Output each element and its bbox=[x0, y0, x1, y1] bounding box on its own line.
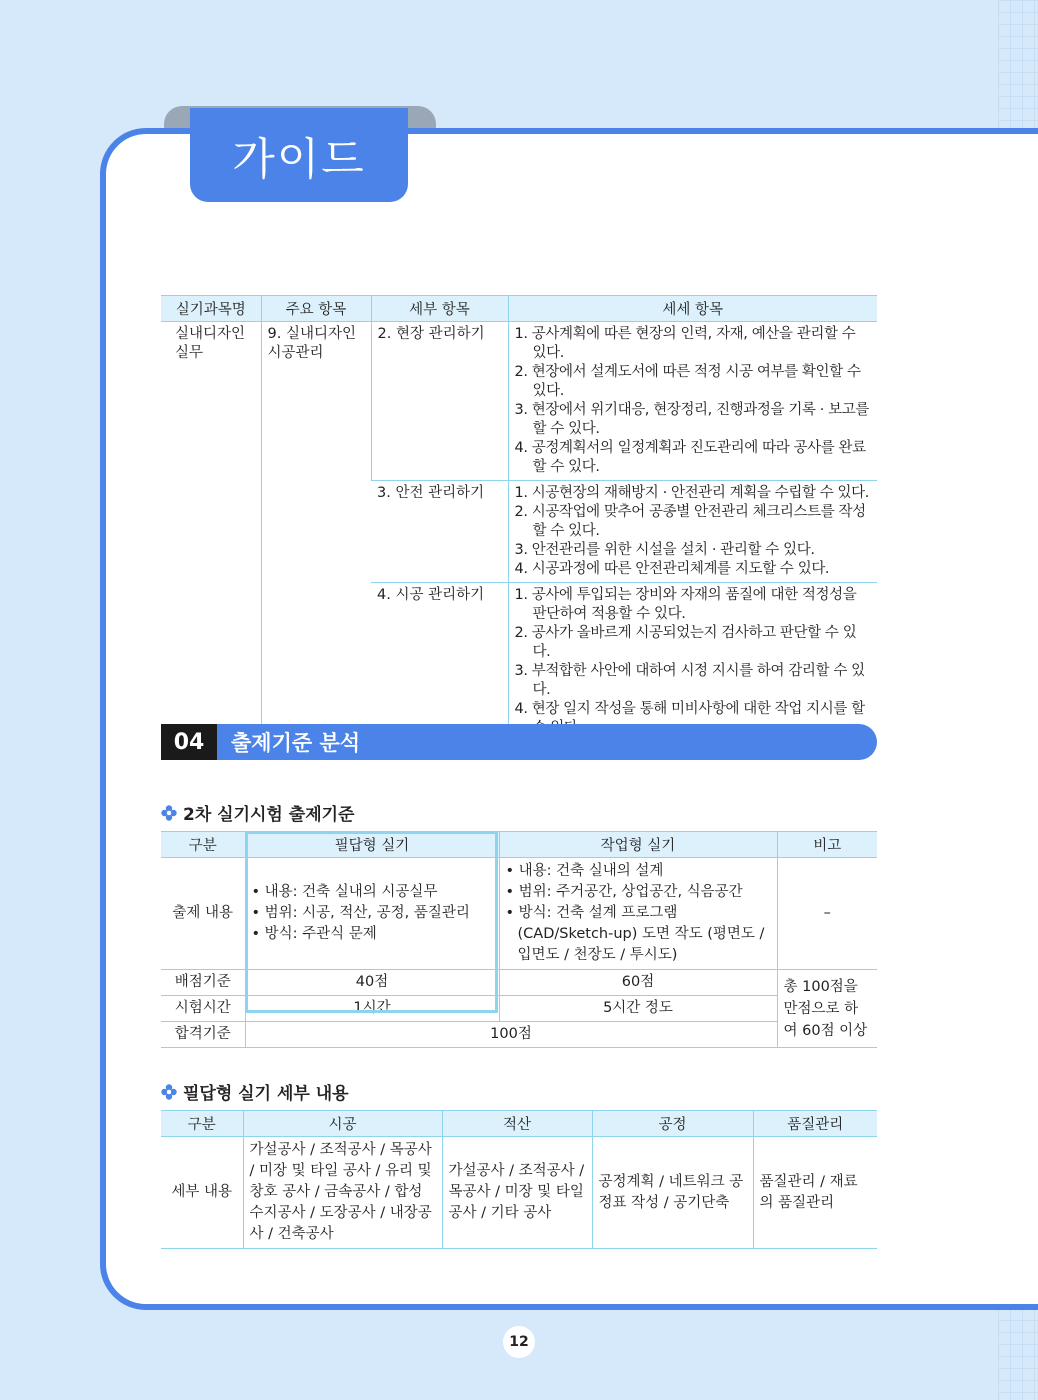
list-item: 1. 공사계획에 따른 현장의 인력, 자재, 예산을 관리할 수 있다. bbox=[514, 326, 856, 361]
flower-icon bbox=[161, 1084, 177, 1100]
sub-detail-cell bbox=[508, 481, 877, 583]
score-written: 40점 bbox=[245, 970, 499, 996]
section-header bbox=[161, 724, 877, 760]
header-estimation: 적산 bbox=[442, 1111, 592, 1137]
process-cell: 공정계획 / 네트워크 공정표 작성 / 공기단축 bbox=[592, 1137, 753, 1249]
quality-cell: 품질관리 / 재료의 품질관리 bbox=[753, 1137, 877, 1249]
header-construction: 시공 bbox=[243, 1111, 442, 1137]
list-item: 1. 시공현장의 재해방지 · 안전관리 계획을 수립할 수 있다. bbox=[514, 485, 869, 501]
subject-cell: 실내디자인 실무 bbox=[161, 322, 261, 742]
table-row bbox=[161, 322, 877, 481]
header-detail-item: 세부 항목 bbox=[371, 296, 508, 322]
sub-detail-cell bbox=[508, 322, 877, 481]
table-row bbox=[161, 1137, 877, 1249]
header-note: 비고 bbox=[777, 832, 877, 858]
list-item: 2. 현장에서 설계도서에 따른 적정 시공 여부를 확인할 수 있다. bbox=[514, 364, 861, 399]
subheading-exam-criteria bbox=[161, 800, 354, 825]
practical-content bbox=[499, 858, 777, 970]
header-main-item: 주요 항목 bbox=[261, 296, 371, 322]
written-detail-table bbox=[161, 1110, 877, 1249]
list-item: • 내용: 건축 실내의 시공실무 bbox=[251, 884, 438, 900]
row-label: 출제 내용 bbox=[161, 858, 245, 970]
subheading-text: 필답형 실기 세부 내용 bbox=[183, 1084, 349, 1104]
list-item: 2. 공사가 올바르게 시공되었는지 검사하고 판단할 수 있다. bbox=[514, 625, 857, 660]
header-process: 공정 bbox=[592, 1111, 753, 1137]
header-sub-detail: 세세 항목 bbox=[508, 296, 877, 322]
header-subject: 실기과목명 bbox=[161, 296, 261, 322]
time-practical: 5시간 정도 bbox=[499, 996, 777, 1022]
main-item-cell: 9. 실내디자인 시공관리 bbox=[261, 322, 371, 742]
guide-tab: 가이드 bbox=[190, 108, 408, 202]
list-item: • 내용: 건축 실내의 설계 bbox=[505, 863, 664, 879]
time-written: 1시간 bbox=[245, 996, 499, 1022]
header-quality: 품질관리 bbox=[753, 1111, 877, 1137]
header-category: 구분 bbox=[161, 1111, 243, 1137]
detail-cell: 2. 현장 관리하기 bbox=[371, 322, 508, 481]
flower-icon bbox=[161, 805, 177, 821]
list-item: • 방식: 주관식 문제 bbox=[251, 926, 377, 942]
row-label: 배점기준 bbox=[161, 970, 245, 996]
note-content: – bbox=[777, 858, 877, 970]
highlight-frame bbox=[245, 831, 498, 1013]
row-label: 시험시간 bbox=[161, 996, 245, 1022]
estimation-cell: 가설공사 / 조적공사 / 목공사 / 미장 및 타일 공사 / 기타 공사 bbox=[442, 1137, 592, 1249]
list-item: 3. 부적합한 사안에 대하여 시정 지시를 하여 감리할 수 있다. bbox=[514, 663, 865, 698]
list-item: • 범위: 시공, 적산, 공정, 품질관리 bbox=[251, 905, 470, 921]
list-item: • 범위: 주거공간, 상업공간, 식음공간 bbox=[505, 884, 743, 900]
list-item: 3. 안전관리를 위한 시설을 설치 · 관리할 수 있다. bbox=[514, 542, 815, 558]
list-item: 4. 공정계획서의 일정계획과 진도관리에 따라 공사를 완료 할 수 있다. bbox=[514, 440, 866, 475]
header-category: 구분 bbox=[161, 832, 245, 858]
list-item: 2. 시공작업에 맞추어 공종별 안전관리 체크리스트를 작성 할 수 있다. bbox=[514, 504, 866, 539]
header-practical: 작업형 실기 bbox=[499, 832, 777, 858]
section-title: 출제기준 분석 bbox=[231, 731, 361, 755]
list-item: • 방식: 건축 설계 프로그램 (CAD/Sketch-up) 도면 작도 (평면도 / 입면도 / 천장도 / 투시도) bbox=[505, 905, 765, 963]
row-label: 세부 내용 bbox=[161, 1137, 243, 1249]
list-item: 3. 현장에서 위기대응, 현장정리, 진행과정을 기록 · 보고를 할 수 있다. bbox=[514, 402, 869, 437]
detail-cell: 4. 시공 관리하기 bbox=[371, 583, 508, 742]
pass-value: 100점 bbox=[245, 1022, 777, 1048]
note-total: 총 100점을 만점으로 하여 60점 이상 bbox=[777, 970, 877, 1048]
sub-detail-cell bbox=[508, 583, 877, 742]
score-practical: 60점 bbox=[499, 970, 777, 996]
subheading-written-detail bbox=[161, 1079, 349, 1104]
detail-cell: 3. 안전 관리하기 bbox=[371, 481, 508, 583]
page-number: 12 bbox=[503, 1326, 535, 1358]
exam-criteria-table bbox=[161, 295, 877, 742]
list-item: 4. 현장 일지 작성을 통해 미비사항에 대한 작업 지시를 할 bbox=[514, 701, 865, 717]
table-row bbox=[161, 1022, 877, 1048]
row-label: 합격기준 bbox=[161, 1022, 245, 1048]
list-item: 4. 시공과정에 따른 안전관리체계를 지도할 수 있다. bbox=[514, 561, 830, 577]
list-item: 1. 공사에 투입되는 장비와 자재의 품질에 대한 적정성을 판단하여 적용할 수 있다. bbox=[514, 587, 857, 622]
section-number: 04 bbox=[161, 724, 217, 760]
subheading-text: 2차 실기시험 출제기준 bbox=[183, 805, 355, 825]
header-written: 필답형 실기 bbox=[245, 832, 499, 858]
construction-cell: 가설공사 / 조적공사 / 목공사 / 미장 및 타일 공사 / 유리 및 창호 공사 / 금속공사 / 합성수지공사 / 도장공사 / 내장공사 / 건축공사 bbox=[243, 1137, 442, 1249]
